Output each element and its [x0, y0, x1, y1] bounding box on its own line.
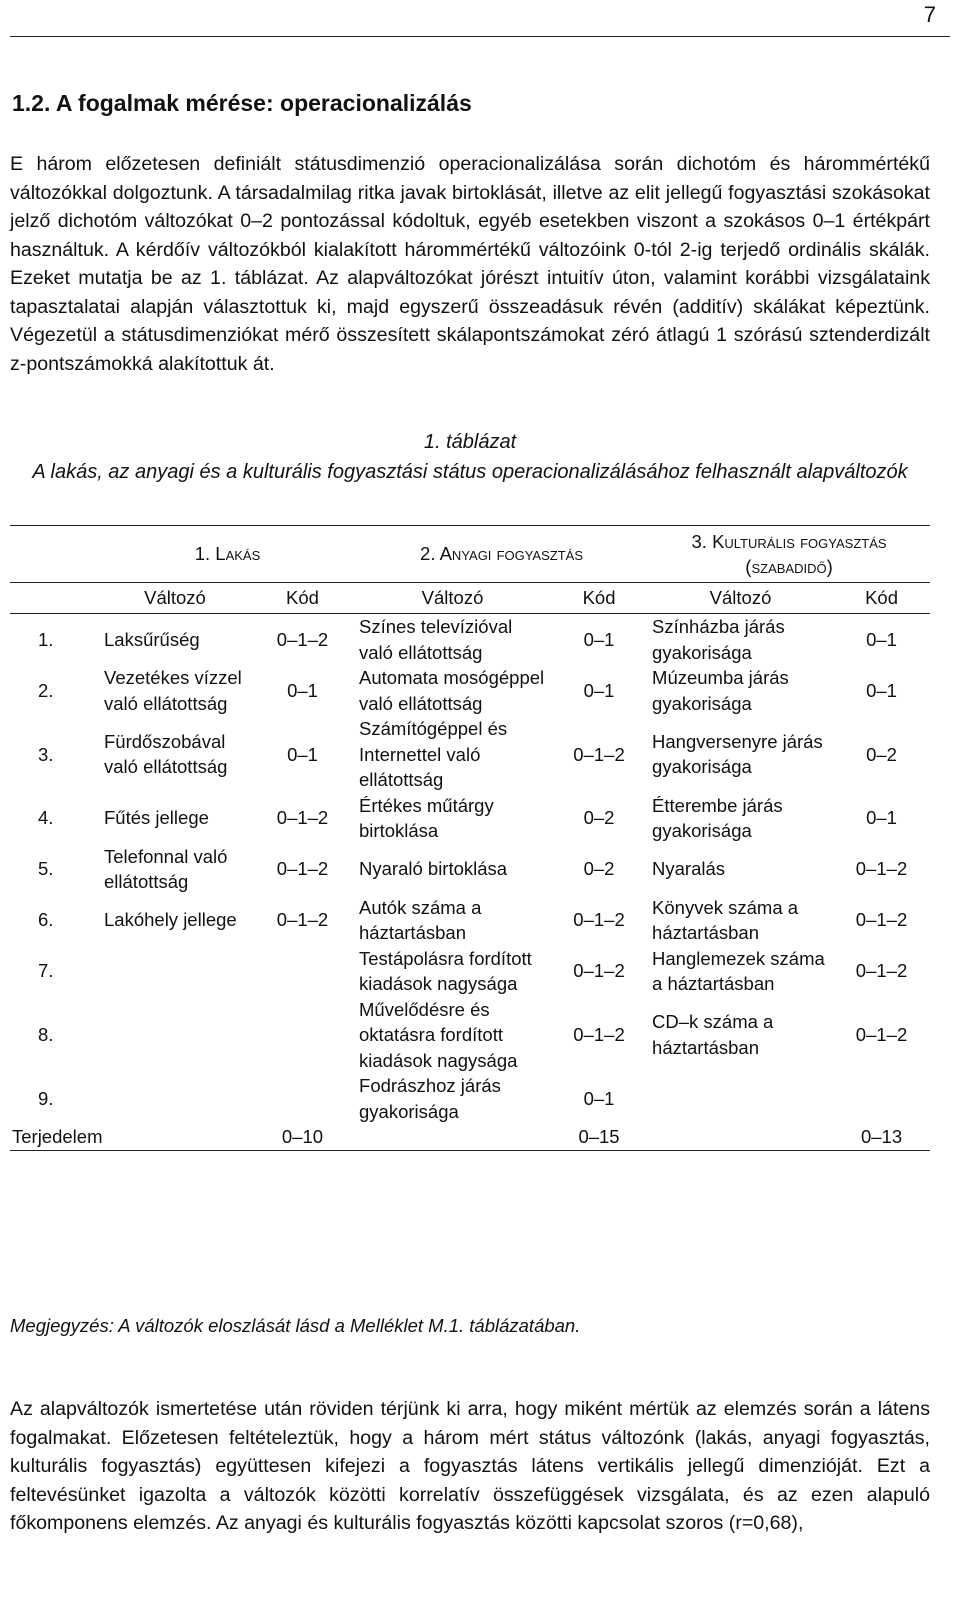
material-code: 0–1–2	[573, 743, 625, 765]
row-number: 8.	[38, 1024, 54, 1045]
row-number: 9.	[38, 1087, 54, 1109]
material-code: 0–1	[583, 628, 615, 650]
section-header-housing: 1. Lakás	[100, 526, 355, 583]
section-heading: 1.2. A fogalmak mérése: operacionalizálás	[12, 90, 472, 116]
housing-variable	[100, 946, 250, 997]
cultural-code: 0–1–2	[855, 960, 908, 982]
housing-variable: Vezetékes vízzel való ellátottság	[104, 667, 242, 714]
table-row	[10, 665, 930, 716]
column-header-code: Kód	[250, 583, 355, 614]
table-row	[10, 614, 930, 666]
material-variable: Fodrászhoz járás gyakorisága	[359, 1075, 501, 1122]
row-number: 6.	[38, 909, 54, 931]
variables-table	[10, 525, 930, 1151]
material-variable: Testápolásra fordított kiadások nagysága	[359, 947, 532, 994]
table-row	[10, 997, 930, 1074]
material-code: 0–1	[583, 679, 615, 701]
material-variable: Autók száma a háztartásban	[359, 896, 482, 943]
column-header-variable: Változó	[100, 583, 250, 614]
column-header-code: Kód	[550, 583, 648, 614]
housing-code	[250, 997, 355, 1074]
page-number: 7	[923, 2, 936, 27]
material-variable: Számítógéppel és Internettel való ellátottság	[359, 718, 508, 790]
cultural-code: 0–2	[866, 743, 897, 765]
housing-code	[250, 946, 355, 997]
housing-variable: Fürdőszobával való ellátottság	[104, 730, 228, 778]
cultural-code	[833, 1073, 930, 1124]
material-variable: Nyaraló birtoklása	[359, 858, 508, 880]
intro-paragraph: E három előzetesen definiált státusdimenzió operacionalizálása során dichotóm és hárommértékű változókkal dolgoztunk. A társadalmilag ritka javak birtoklását, illetve az elit jellegű fogyasztási szokásokat jelző dichotóm változókat 0–2 pontozással kódoltuk, egyéb esetekben viszont a szokásos 0–1 értékpárt használtuk. A kérdőív változókból kialakított hárommértékű változóink 0-tól 2-ig terjedő ordinális skálák. Ezeket mutatja be az 1. táblázat. Az alapváltozókat jórészt intuitív úton, valamint korábbi vizsgálataink tapasztalatai alapján választottuk ki, majd egyszerű összeadásuk révén (additív) skálákat képeztünk. Végezetül a státusdimenziókat mérő összesített skálapontszámokat zéró átlagú 1 szórású sztenderdizált z-pontszámokká alakítottuk át.	[10, 153, 930, 375]
table-row	[10, 895, 930, 946]
housing-code: 0–1–2	[276, 628, 329, 650]
row-number: 3.	[38, 743, 54, 765]
column-header-variable: Változó	[355, 583, 550, 614]
housing-code: 0–1–2	[276, 909, 329, 931]
row-number: 2.	[38, 679, 54, 701]
table-row	[10, 844, 930, 895]
cultural-code: 0–1–2	[855, 909, 908, 931]
table-row	[10, 1073, 930, 1124]
cultural-variable: Étterembe járás gyakorisága	[652, 794, 783, 841]
cultural-variable: Múzeumba járás gyakorisága	[652, 667, 789, 714]
housing-variable: Laksűrűség	[104, 628, 200, 650]
cultural-variable: Hangversenyre járás gyakorisága	[652, 730, 823, 778]
material-code: 0–1	[583, 1087, 615, 1109]
table-title: A lakás, az anyagi és a kulturális fogyasztási státus operacionalizálásához felhasznált alapváltozók	[32, 461, 908, 483]
section-header-material: 2. Anyagi fogyasztás	[355, 526, 648, 583]
table-row	[10, 946, 930, 997]
table-row	[10, 716, 930, 793]
table-note: Megjegyzés: A változók eloszlását lásd a Melléklet M.1. táblázatában.	[10, 1315, 581, 1336]
row-number: 4.	[38, 807, 54, 829]
total-material: 0–15	[550, 1124, 648, 1150]
material-code: 0–1–2	[573, 1024, 625, 1045]
row-number: 7.	[38, 960, 54, 982]
cultural-code: 0–1	[866, 679, 897, 701]
material-variable: Színes televízióval való ellátottság	[359, 616, 513, 663]
cultural-variable: Könyvek száma a háztartásban	[652, 896, 799, 943]
row-number: 1.	[38, 628, 54, 650]
cultural-variable: Hanglemezek száma a háztartásban	[652, 947, 825, 994]
housing-code: 0–1	[287, 679, 318, 701]
cultural-variable: CD–k száma a háztartásban	[652, 1011, 774, 1058]
total-cultural: 0–13	[833, 1124, 930, 1150]
header-rule	[10, 36, 950, 37]
column-header-variable: Változó	[648, 583, 833, 614]
material-variable: Értékes műtárgy birtoklása	[359, 794, 494, 841]
column-header-code: Kód	[833, 583, 930, 614]
cultural-variable: Színházba járás gyakorisága	[652, 616, 785, 663]
housing-variable: Fűtés jellege	[104, 807, 209, 829]
section-header-cultural: 3. Kulturális fogyasztás (szabadidő)	[648, 526, 930, 583]
material-code: 0–2	[583, 858, 615, 880]
cultural-code: 0–1	[866, 628, 897, 650]
housing-variable: Lakóhely jellege	[104, 909, 237, 931]
total-housing: 0–10	[250, 1124, 355, 1150]
housing-code: 0–1	[287, 743, 318, 765]
total-label: Terjedelem	[10, 1124, 100, 1150]
material-code: 0–1–2	[573, 909, 625, 931]
cultural-code: 0–1–2	[855, 1024, 908, 1045]
cultural-variable	[648, 1073, 833, 1124]
material-code: 0–2	[583, 807, 615, 829]
cultural-code: 0–1	[866, 807, 897, 829]
cultural-variable: Nyaralás	[652, 858, 726, 880]
table-number: 1. táblázat	[423, 431, 517, 453]
housing-variable	[100, 1073, 250, 1124]
material-variable: Művelődésre és oktatásra fordított kiadások nagysága	[359, 998, 518, 1071]
housing-variable: Telefonnal való ellátottság	[104, 845, 228, 892]
housing-code: 0–1–2	[276, 807, 329, 829]
material-code: 0–1–2	[573, 960, 625, 982]
cultural-code: 0–1–2	[855, 858, 908, 880]
row-number: 5.	[38, 858, 54, 880]
housing-code: 0–1–2	[276, 858, 329, 880]
table-row	[10, 793, 930, 844]
outro-paragraph: Az alapváltozók ismertetése után röviden térjünk ki arra, hogy miként mértük az elemzés során a látens fogalmakat. Előzetesen feltételeztük, hogy a három mért státus változónk (lakás, anyagi fogyasztás, kulturális fogyasztás) együttesen kifejezi a fogyasztás látens vertikális jellegű dimenzióját. Ezt a feltevésünket igazolta a változók közötti korrelatív összefüggések vizsgálata, és az ezen alapuló főkomponens elemzés. Az anyagi és kulturális fogyasztás közötti kapcsolat szoros (r=0,68),	[10, 1398, 930, 1534]
housing-variable	[100, 997, 250, 1074]
material-variable: Automata mosógéppel való ellátottság	[359, 667, 545, 714]
housing-code	[250, 1073, 355, 1124]
